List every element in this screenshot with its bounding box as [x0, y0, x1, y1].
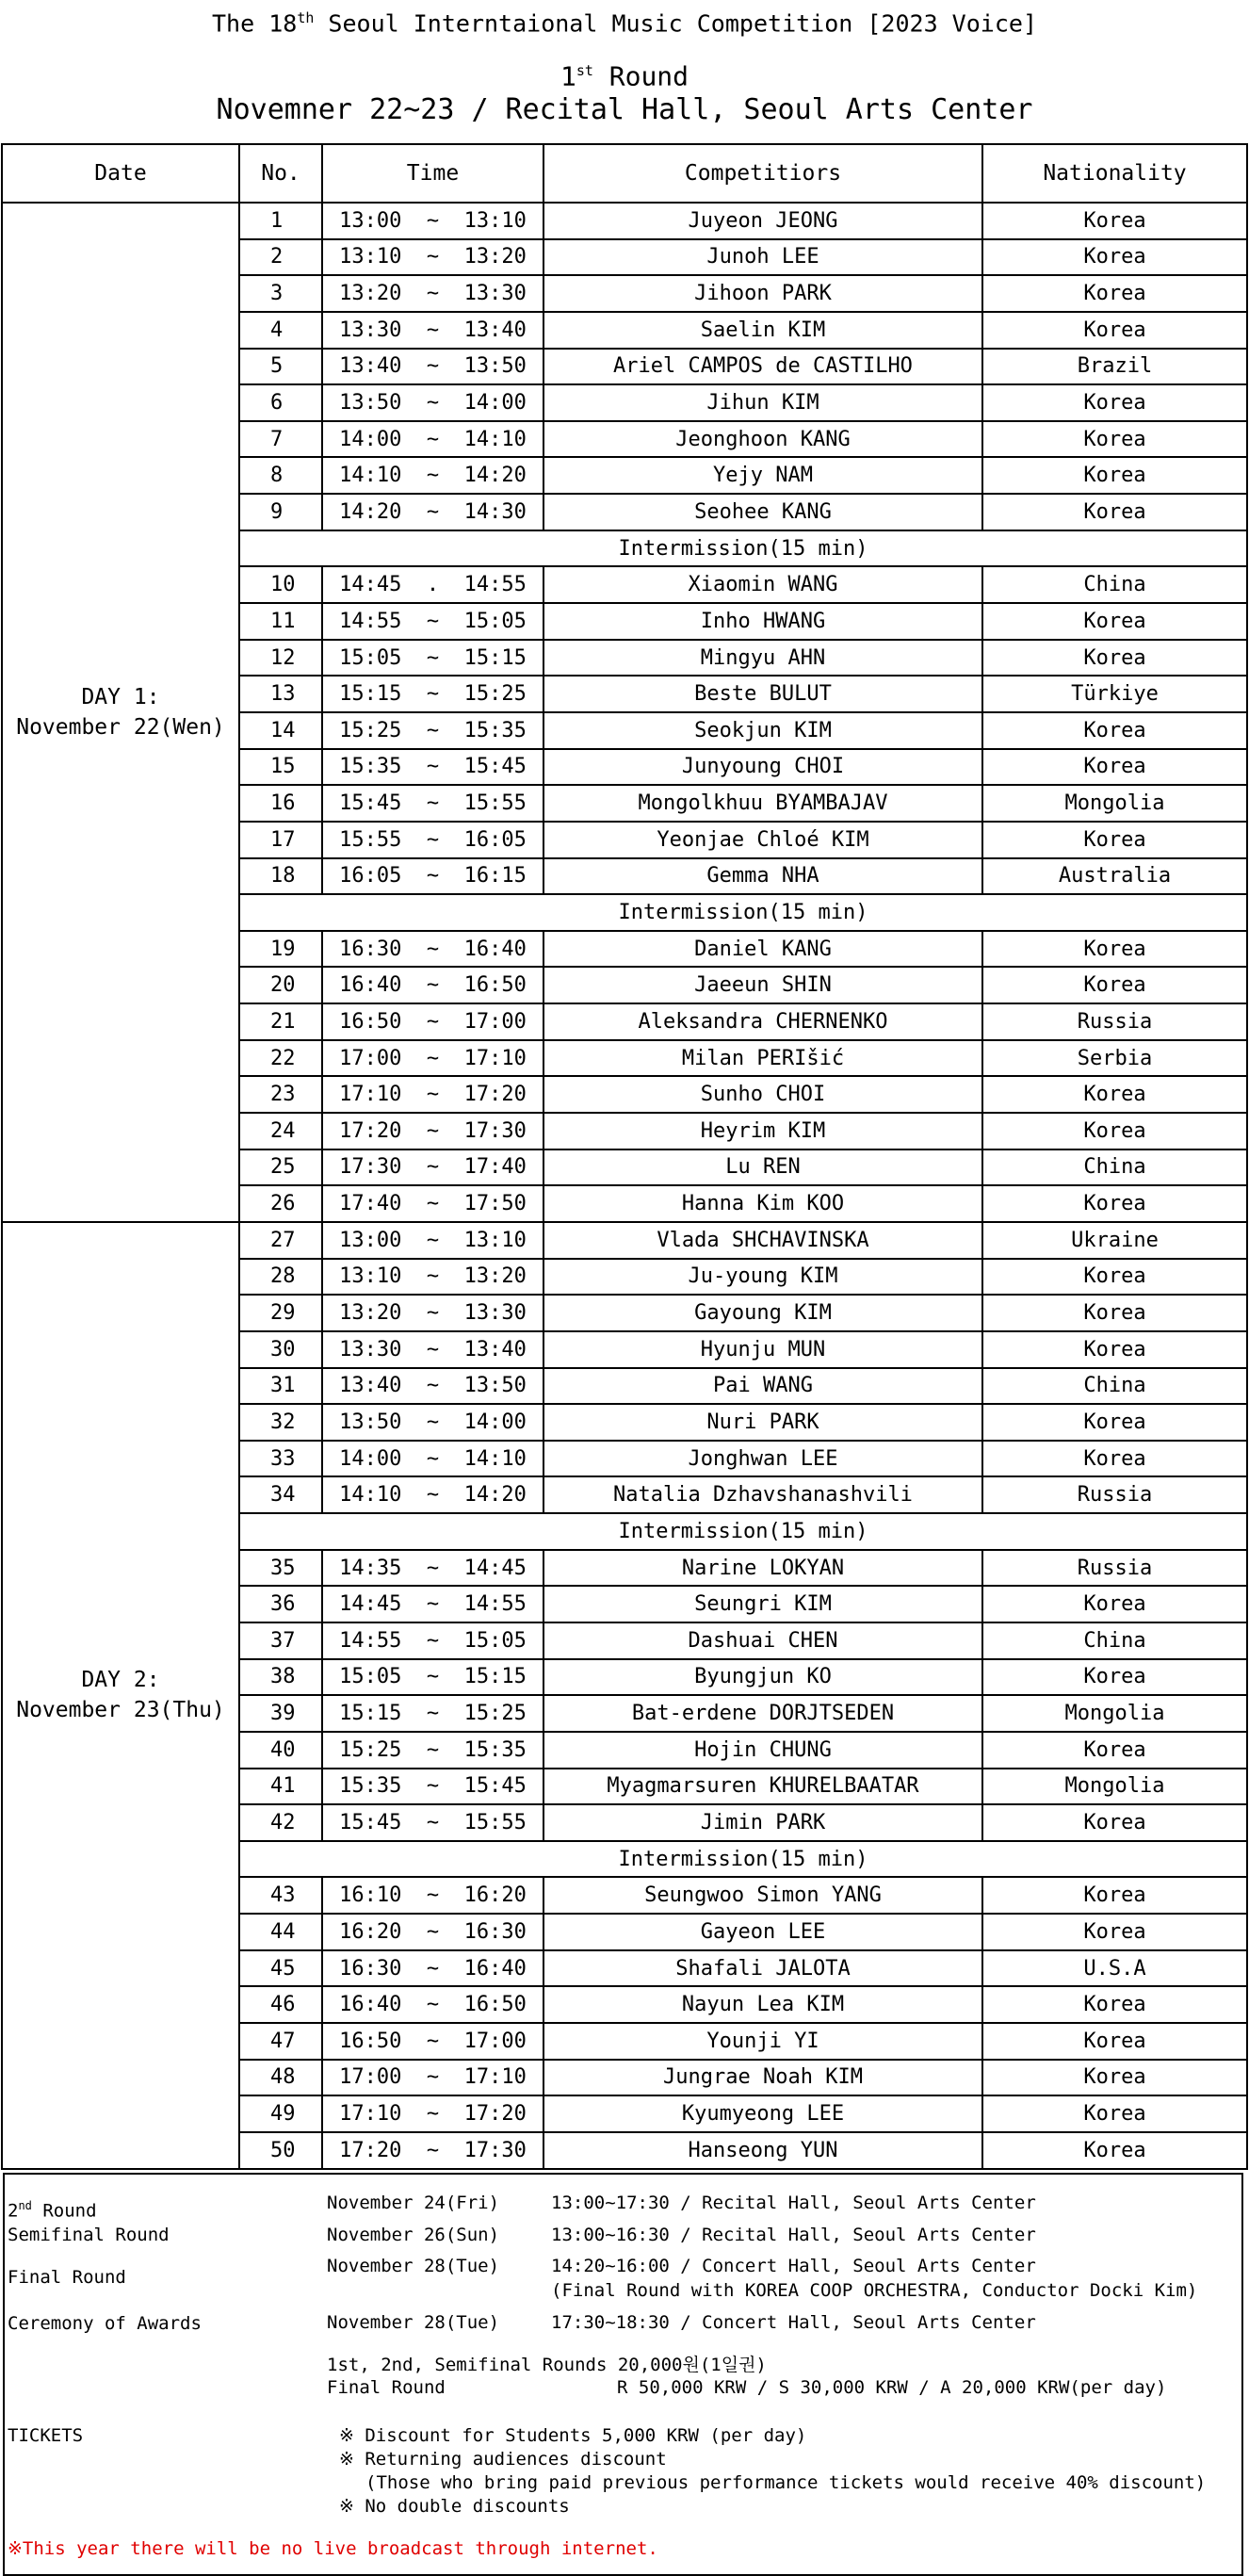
- no-cell: 50: [239, 2132, 322, 2169]
- info-box: [3, 2173, 1243, 2576]
- no-cell: 36: [239, 1586, 322, 1622]
- day-date: November 22(Wen): [16, 714, 225, 740]
- no-cell: 17: [239, 822, 322, 858]
- time-cell: 13:20 ~ 13:30: [322, 1295, 543, 1331]
- nationality-cell: Korea: [982, 312, 1247, 349]
- time-cell: 17:40 ~ 17:50: [322, 1185, 543, 1222]
- time-cell: 14:35 ~ 14:45: [322, 1550, 543, 1587]
- competitor-cell: Nuri PARK: [543, 1404, 982, 1441]
- competitor-cell: Hojin CHUNG: [543, 1732, 982, 1769]
- time-cell: 14:45 ~ 14:55: [322, 1586, 543, 1622]
- table-row: [2, 203, 1247, 239]
- nationality-cell: Korea: [982, 1331, 1247, 1368]
- time-cell: 16:05 ~ 16:15: [322, 858, 543, 895]
- nationality-cell: Korea: [982, 1659, 1247, 1696]
- nationality-cell: China: [982, 1622, 1247, 1659]
- tickets-final-label: Final Round: [327, 2377, 446, 2398]
- no-cell: 5: [239, 349, 322, 385]
- nationality-cell: Ukraine: [982, 1222, 1247, 1259]
- competitor-cell: Seokjun KIM: [543, 712, 982, 749]
- nationality-cell: Korea: [982, 2060, 1247, 2096]
- time-cell: 14:00 ~ 14:10: [322, 1441, 543, 1477]
- time-cell: 14:10 ~ 14:20: [322, 457, 543, 494]
- time-cell: 15:55 ~ 16:05: [322, 822, 543, 858]
- competitor-cell: Nayun Lea KIM: [543, 1986, 982, 2023]
- round-sup: st: [576, 62, 593, 79]
- no-cell: 49: [239, 2095, 322, 2132]
- time-cell: 13:10 ~ 13:20: [322, 1259, 543, 1296]
- time-cell: 13:50 ~ 14:00: [322, 384, 543, 421]
- no-cell: 24: [239, 1113, 322, 1149]
- nationality-cell: Korea: [982, 494, 1247, 530]
- nationality-cell: Australia: [982, 858, 1247, 895]
- no-cell: 35: [239, 1550, 322, 1587]
- no-cell: 2: [239, 239, 322, 276]
- col-header-time: Time: [322, 144, 543, 203]
- day-label: DAY 2:: [81, 1668, 160, 1693]
- competitor-cell: Yeonjae Chloé KIM: [543, 822, 982, 858]
- round-label: Round: [592, 60, 689, 92]
- col-header-nationality: Nationality: [982, 144, 1247, 203]
- semifinal-date: November 26(Sun): [327, 2225, 500, 2245]
- nationality-cell: Brazil: [982, 349, 1247, 385]
- nationality-cell: Russia: [982, 1550, 1247, 1587]
- no-cell: 28: [239, 1259, 322, 1296]
- no-cell: 16: [239, 785, 322, 822]
- no-cell: 19: [239, 931, 322, 968]
- time-cell: 13:40 ~ 13:50: [322, 349, 543, 385]
- nationality-cell: Korea: [982, 1259, 1247, 1296]
- nationality-cell: Korea: [982, 1804, 1247, 1841]
- competitor-cell: Gayoung KIM: [543, 1295, 982, 1331]
- competitor-cell: Mingyu AHN: [543, 640, 982, 677]
- nationality-cell: Türkiye: [982, 676, 1247, 712]
- competitor-cell: Younji YI: [543, 2023, 982, 2060]
- time-cell: 16:40 ~ 16:50: [322, 967, 543, 1003]
- no-cell: 33: [239, 1441, 322, 1477]
- no-cell: 20: [239, 967, 322, 1003]
- table-row: [2, 1222, 1247, 1259]
- nationality-cell: Korea: [982, 203, 1247, 239]
- competitor-cell: Jeonghoon KANG: [543, 421, 982, 458]
- ceremony-date: November 28(Tue): [327, 2312, 500, 2333]
- nationality-cell: Korea: [982, 2095, 1247, 2132]
- nationality-cell: China: [982, 1368, 1247, 1405]
- no-cell: 48: [239, 2060, 322, 2096]
- competitor-cell: Hanna Kim KOO: [543, 1185, 982, 1222]
- time-cell: 17:00 ~ 17:10: [322, 2060, 543, 2096]
- no-cell: 37: [239, 1622, 322, 1659]
- time-cell: 14:45 . 14:55: [322, 566, 543, 603]
- day-cell: [2, 1222, 239, 2169]
- competitor-cell: Jonghwan LEE: [543, 1441, 982, 1477]
- second-round-date: November 24(Fri): [327, 2193, 500, 2213]
- competitor-cell: Ju-young KIM: [543, 1259, 982, 1296]
- no-cell: 13: [239, 676, 322, 712]
- time-cell: 16:50 ~ 17:00: [322, 2023, 543, 2060]
- no-cell: 22: [239, 1040, 322, 1077]
- no-cell: 41: [239, 1769, 322, 1805]
- competitor-cell: Saelin KIM: [543, 312, 982, 349]
- competitor-cell: Gayeon LEE: [543, 1914, 982, 1950]
- semifinal-label: Semifinal Round: [8, 2225, 170, 2245]
- competitor-cell: Sunho CHOI: [543, 1076, 982, 1113]
- title-post: Seoul Interntaional Music Competition [2023 Voice]: [314, 9, 1037, 38]
- nationality-cell: Korea: [982, 2132, 1247, 2169]
- no-cell: 6: [239, 384, 322, 421]
- no-cell: 14: [239, 712, 322, 749]
- nationality-cell: Korea: [982, 822, 1247, 858]
- tickets-note-1: ※ Discount for Students 5,000 KRW (per day): [339, 2425, 807, 2446]
- time-cell: 17:20 ~ 17:30: [322, 1113, 543, 1149]
- competitor-cell: Natalia Dzhavshanashvili: [543, 1476, 982, 1513]
- no-cell: 42: [239, 1804, 322, 1841]
- title-pre: The 18: [212, 9, 298, 38]
- nationality-cell: Korea: [982, 1185, 1247, 1222]
- time-cell: 13:00 ~ 13:10: [322, 1222, 543, 1259]
- competitor-cell: Vlada SHCHAVINSKA: [543, 1222, 982, 1259]
- round-num: 1: [560, 60, 576, 92]
- competitor-cell: Pai WANG: [543, 1368, 982, 1405]
- time-cell: 14:00 ~ 14:10: [322, 421, 543, 458]
- nationality-cell: Korea: [982, 275, 1247, 312]
- no-cell: 18: [239, 858, 322, 895]
- nationality-cell: Korea: [982, 384, 1247, 421]
- no-cell: 21: [239, 1003, 322, 1040]
- tickets-note-2: ※ Returning audiences discount: [339, 2449, 667, 2470]
- nationality-cell: Mongolia: [982, 1769, 1247, 1805]
- time-cell: 17:10 ~ 17:20: [322, 2095, 543, 2132]
- nationality-cell: China: [982, 1149, 1247, 1186]
- page-title: [0, 0, 1249, 41]
- time-cell: 13:00 ~ 13:10: [322, 203, 543, 239]
- time-cell: 17:30 ~ 17:40: [322, 1149, 543, 1186]
- no-cell: 38: [239, 1659, 322, 1696]
- competitor-cell: Hanseong YUN: [543, 2132, 982, 2169]
- nationality-cell: Korea: [982, 1076, 1247, 1113]
- nationality-cell: Russia: [982, 1476, 1247, 1513]
- time-cell: 16:50 ~ 17:00: [322, 1003, 543, 1040]
- no-cell: 3: [239, 275, 322, 312]
- ceremony-label: Ceremony of Awards: [8, 2313, 202, 2334]
- nationality-cell: Korea: [982, 457, 1247, 494]
- no-cell: 43: [239, 1877, 322, 1914]
- broadcast-note: ※This year there will be no live broadcast through internet.: [8, 2538, 658, 2559]
- nationality-cell: U.S.A: [982, 1950, 1247, 1987]
- time-cell: 16:30 ~ 16:40: [322, 1950, 543, 1987]
- table-header-row: [2, 144, 1247, 203]
- no-cell: 1: [239, 203, 322, 239]
- day-cell: [2, 203, 239, 1222]
- time-cell: 15:05 ~ 15:15: [322, 1659, 543, 1696]
- competitor-cell: Hyunju MUN: [543, 1331, 982, 1368]
- time-cell: 16:40 ~ 16:50: [322, 1986, 543, 2023]
- tickets-note-3: (Those who bring paid previous performance tickets would receive 40% discount): [365, 2472, 1207, 2493]
- time-cell: 15:35 ~ 15:45: [322, 1769, 543, 1805]
- no-cell: 7: [239, 421, 322, 458]
- schedule-body: [2, 203, 1247, 2169]
- second-round-text: Round: [31, 2200, 97, 2222]
- no-cell: 32: [239, 1404, 322, 1441]
- competitor-cell: Xiaomin WANG: [543, 566, 982, 603]
- nationality-cell: Korea: [982, 239, 1247, 276]
- nationality-cell: China: [982, 566, 1247, 603]
- tickets-note-4: ※ No double discounts: [339, 2496, 570, 2517]
- tickets-final-prices: R 50,000 KRW / S 30,000 KRW / A 20,000 KRW(per day): [617, 2377, 1167, 2398]
- competitor-cell: Jihun KIM: [543, 384, 982, 421]
- competitor-cell: Yejy NAM: [543, 457, 982, 494]
- time-cell: 14:10 ~ 14:20: [322, 1476, 543, 1513]
- competitor-cell: Bat-erdene DORJTSEDEN: [543, 1695, 982, 1732]
- no-cell: 34: [239, 1476, 322, 1513]
- ceremony-detail: 17:30~18:30 / Concert Hall, Seoul Arts Center: [551, 2312, 1036, 2333]
- time-cell: 13:30 ~ 13:40: [322, 1331, 543, 1368]
- competitor-cell: Jihoon PARK: [543, 275, 982, 312]
- no-cell: 31: [239, 1368, 322, 1405]
- competitor-cell: Daniel KANG: [543, 931, 982, 968]
- time-cell: 15:25 ~ 15:35: [322, 712, 543, 749]
- time-cell: 15:15 ~ 15:25: [322, 1695, 543, 1732]
- nationality-cell: Korea: [982, 1113, 1247, 1149]
- no-cell: 10: [239, 566, 322, 603]
- no-cell: 26: [239, 1185, 322, 1222]
- competitor-cell: Ariel CAMPOS de CASTILHO: [543, 349, 982, 385]
- competitor-cell: Junoh LEE: [543, 239, 982, 276]
- competitor-cell: Kyumyeong LEE: [543, 2095, 982, 2132]
- time-cell: 17:10 ~ 17:20: [322, 1076, 543, 1113]
- col-header-no: No.: [239, 144, 322, 203]
- nationality-cell: Korea: [982, 1586, 1247, 1622]
- nationality-cell: Korea: [982, 1404, 1247, 1441]
- nationality-cell: Korea: [982, 1732, 1247, 1769]
- competitor-cell: Narine LOKYAN: [543, 1550, 982, 1587]
- competitor-cell: Mongolkhuu BYAMBAJAV: [543, 785, 982, 822]
- nationality-cell: Korea: [982, 603, 1247, 640]
- competitor-cell: Seohee KANG: [543, 494, 982, 530]
- second-round-sup: nd: [18, 2199, 32, 2212]
- time-cell: 16:10 ~ 16:20: [322, 1877, 543, 1914]
- no-cell: 12: [239, 640, 322, 677]
- time-cell: 14:55 ~ 15:05: [322, 1622, 543, 1659]
- competitor-cell: Myagmarsuren KHURELBAATAR: [543, 1769, 982, 1805]
- nationality-cell: Korea: [982, 967, 1247, 1003]
- nationality-cell: Korea: [982, 2023, 1247, 2060]
- time-cell: 16:20 ~ 16:30: [322, 1914, 543, 1950]
- tickets-label: TICKETS: [8, 2425, 84, 2446]
- day-label: DAY 1:: [81, 684, 160, 709]
- time-cell: 13:20 ~ 13:30: [322, 275, 543, 312]
- no-cell: 25: [239, 1149, 322, 1186]
- nationality-cell: Mongolia: [982, 1695, 1247, 1732]
- time-cell: 14:20 ~ 14:30: [322, 494, 543, 530]
- schedule-table: [1, 143, 1248, 2170]
- nationality-cell: Korea: [982, 1441, 1247, 1477]
- competitor-cell: Jungrae Noah KIM: [543, 2060, 982, 2096]
- final-detail-1: 14:20~16:00 / Concert Hall, Seoul Arts Center: [551, 2256, 1036, 2276]
- intermission-label: Intermission(15 min): [239, 894, 1247, 931]
- competitor-cell: Gemma NHA: [543, 858, 982, 895]
- no-cell: 9: [239, 494, 322, 530]
- no-cell: 30: [239, 1331, 322, 1368]
- no-cell: 11: [239, 603, 322, 640]
- no-cell: 44: [239, 1914, 322, 1950]
- competitor-cell: Inho HWANG: [543, 603, 982, 640]
- no-cell: 45: [239, 1950, 322, 1987]
- second-round-label: [8, 2193, 97, 2223]
- competitor-cell: Aleksandra CHERNENKO: [543, 1003, 982, 1040]
- day-date: November 23(Thu): [16, 1698, 225, 1723]
- competitor-cell: Heyrim KIM: [543, 1113, 982, 1149]
- competitor-cell: Seungri KIM: [543, 1586, 982, 1622]
- competitor-cell: Dashuai CHEN: [543, 1622, 982, 1659]
- time-cell: 16:30 ~ 16:40: [322, 931, 543, 968]
- competitor-cell: Junyoung CHOI: [543, 749, 982, 786]
- final-label: Final Round: [8, 2267, 126, 2288]
- time-cell: 15:45 ~ 15:55: [322, 785, 543, 822]
- nationality-cell: Korea: [982, 421, 1247, 458]
- final-detail-2: (Final Round with KOREA COOP ORCHESTRA, Conductor Docki Kim): [551, 2280, 1198, 2301]
- nationality-cell: Korea: [982, 640, 1247, 677]
- tickets-line-1: 1st, 2nd, Semifinal Rounds 20,000원(1일권): [327, 2355, 767, 2375]
- nationality-cell: Korea: [982, 749, 1247, 786]
- competitor-cell: Jimin PARK: [543, 1804, 982, 1841]
- no-cell: 27: [239, 1222, 322, 1259]
- nationality-cell: Korea: [982, 1986, 1247, 2023]
- time-cell: 13:30 ~ 13:40: [322, 312, 543, 349]
- time-cell: 13:10 ~ 13:20: [322, 239, 543, 276]
- time-cell: 15:15 ~ 15:25: [322, 676, 543, 712]
- time-cell: 13:40 ~ 13:50: [322, 1368, 543, 1405]
- no-cell: 8: [239, 457, 322, 494]
- time-cell: 15:45 ~ 15:55: [322, 1804, 543, 1841]
- time-cell: 15:25 ~ 15:35: [322, 1732, 543, 1769]
- nationality-cell: Mongolia: [982, 785, 1247, 822]
- time-cell: 14:55 ~ 15:05: [322, 603, 543, 640]
- no-cell: 46: [239, 1986, 322, 2023]
- competitor-cell: Milan PERIšić: [543, 1040, 982, 1077]
- second-round-detail: 13:00~17:30 / Recital Hall, Seoul Arts Center: [551, 2193, 1036, 2213]
- col-header-competitors: Competitiors: [543, 144, 982, 203]
- time-cell: 17:00 ~ 17:10: [322, 1040, 543, 1077]
- competitor-cell: Seungwoo Simon YANG: [543, 1877, 982, 1914]
- no-cell: 29: [239, 1295, 322, 1331]
- intermission-label: Intermission(15 min): [239, 1513, 1247, 1550]
- round-title: [0, 53, 1249, 94]
- competitor-cell: Lu REN: [543, 1149, 982, 1186]
- nationality-cell: Korea: [982, 712, 1247, 749]
- competitor-cell: Byungjun KO: [543, 1659, 982, 1696]
- nationality-cell: Korea: [982, 1914, 1247, 1950]
- title-sup: th: [297, 9, 315, 26]
- venue-line: Novemner 22~23 / Recital Hall, Seoul Arts Center: [216, 93, 1033, 126]
- nationality-cell: Korea: [982, 1877, 1247, 1914]
- time-cell: 15:05 ~ 15:15: [322, 640, 543, 677]
- no-cell: 39: [239, 1695, 322, 1732]
- intermission-label: Intermission(15 min): [239, 1841, 1247, 1878]
- competitor-cell: Juyeon JEONG: [543, 203, 982, 239]
- no-cell: 15: [239, 749, 322, 786]
- no-cell: 47: [239, 2023, 322, 2060]
- semifinal-detail: 13:00~16:30 / Recital Hall, Seoul Arts Center: [551, 2225, 1036, 2245]
- final-date: November 28(Tue): [327, 2256, 500, 2276]
- time-cell: 15:35 ~ 15:45: [322, 749, 543, 786]
- nationality-cell: Korea: [982, 1295, 1247, 1331]
- no-cell: 23: [239, 1076, 322, 1113]
- competitor-cell: Shafali JALOTA: [543, 1950, 982, 1987]
- no-cell: 40: [239, 1732, 322, 1769]
- intermission-label: Intermission(15 min): [239, 530, 1247, 567]
- nationality-cell: Korea: [982, 931, 1247, 968]
- no-cell: 4: [239, 312, 322, 349]
- nationality-cell: Russia: [982, 1003, 1247, 1040]
- time-cell: 13:50 ~ 14:00: [322, 1404, 543, 1441]
- competitor-cell: Jaeeun SHIN: [543, 967, 982, 1003]
- competitor-cell: Beste BULUT: [543, 676, 982, 712]
- col-header-date: Date: [2, 144, 239, 203]
- second-round-num: 2: [8, 2200, 19, 2222]
- time-cell: 17:20 ~ 17:30: [322, 2132, 543, 2169]
- nationality-cell: Serbia: [982, 1040, 1247, 1077]
